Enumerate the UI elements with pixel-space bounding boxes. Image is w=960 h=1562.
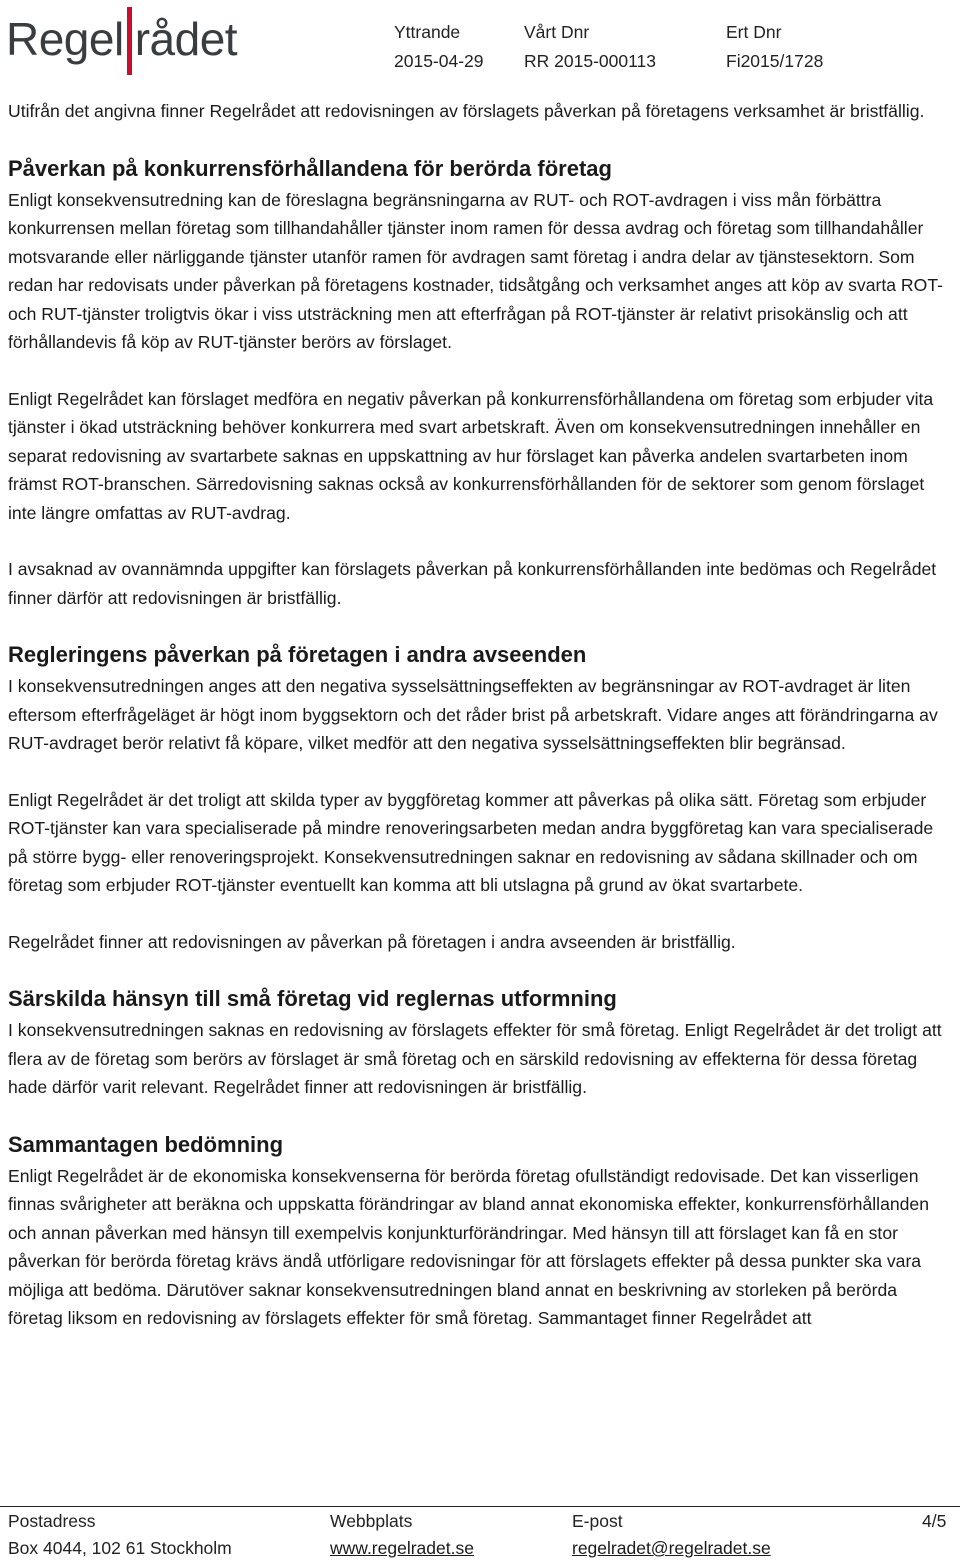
paragraph: Enligt Regelrådet kan förslaget medföra en negativ påverkan på konkurrensförhållandena om företag som erbjuder vita tjänster i ökad utsträckning behöver konkurrera med svart arbetskraft. Även om konsekvensutredningen innehåller en separat redovisning av svartarbete saknas en uppskattning av hur förslaget kan påverka andelen svartarbeten inom främst ROT-branschen. Särredovisning saknas också av konkurrensförhållanden för de sektorer som genom förslaget inte längre omfattas av RUT-avdrag.	[8, 388, 934, 523]
footer-value: Box 4044, 102 61 Stockholm	[8, 1538, 232, 1558]
logo-text-right: rådet	[134, 13, 238, 65]
meta-yttrande	[394, 18, 484, 76]
logo-divider-bar	[127, 7, 132, 75]
footer-postal	[8, 1508, 232, 1562]
paragraph: I konsekvensutredningen anges att den negativa sysselsättningseffekten av begränsningar av ROT-avdraget är liten eftersom efterfrågeläget är högt inom byggsektorn och det råder brist på arbetskraft. Vidare anges att förändringarna av RUT-avdraget berör relativt få köpare, vilket medför att den negativa sysselsättningseffekten blir begränsad.	[8, 676, 938, 753]
paragraph: Regelrådet finner att redovisningen av påverkan på företagen i andra avseenden är bristfällig.	[8, 931, 736, 952]
footer-email	[572, 1508, 771, 1562]
section-heading-andra-avseenden: Regleringens påverkan på företagen i andra avseenden	[8, 642, 587, 667]
website-link[interactable]: www.regelradet.se	[330, 1538, 474, 1558]
regelradet-logo	[6, 4, 237, 74]
footer-label: E-post	[572, 1511, 623, 1531]
footer-divider	[0, 1506, 960, 1507]
footer-label: Postadress	[8, 1511, 96, 1531]
section-heading-konkurrens: Påverkan på konkurrensförhållandena för berörda företag	[8, 155, 612, 181]
footer-label: Webbplats	[330, 1511, 413, 1531]
intro-paragraph: Utifrån det angivna finner Regelrådet att redovisningen av förslagets påverkan på företagens verksamhet är bristfällig.	[8, 101, 925, 121]
meta-label: Ert Dnr	[726, 22, 782, 42]
meta-value: RR 2015-000113	[524, 51, 656, 71]
meta-value: 2015-04-29	[394, 51, 484, 71]
paragraph: I avsaknad av ovannämnda uppgifter kan förslagets påverkan på konkurrensförhållanden inte bedömas och Regelrådet finner därför att redovisningen är bristfällig.	[8, 559, 937, 608]
meta-vart-dnr	[524, 18, 656, 76]
paragraph: I konsekvensutredningen saknas en redovisning av förslagets effekter för små företag. Enligt Regelrådet är det troligt att flera av de företag som berörs av förslaget är små företag och en särskild redovisning av effekterna för dessa företag hade därför varit relevant. Regelrådet finner att redovisningen är bristfällig.	[8, 1020, 942, 1097]
page-number	[922, 1508, 946, 1535]
meta-label: Yttrande	[394, 22, 461, 42]
paragraph: Enligt Regelrådet är de ekonomiska konsekvenserna för berörda företag ofullständigt redovisade. Det kan visserligen finnas svårigheter att beräkna och uppskatta förändringar av bland annat ekonomiska effekter, konkurrensförhållanden och annan påverkan med hänsyn till exempelvis konjunkturförändringar. Med hänsyn till att förslaget kan få en stor påverkan för berörda företag krävs ändå utförligare redovisningar för att förslagets effekter på dessa punkter ska vara möjliga att bedöma. Därutöver saknar konsekvensutredningen bland annat en beskrivning av storleken på berörda företag liksom en redovisning av förslagets effekter för små företag. Sammantaget finner Regelrådet att	[8, 1165, 929, 1328]
footer-web	[330, 1508, 474, 1562]
section-heading-sma-foretag: Särskilda hänsyn till små företag vid reglernas utformning	[8, 986, 617, 1011]
meta-label: Vårt Dnr	[524, 22, 590, 42]
meta-value: Fi2015/1728	[726, 51, 824, 71]
section-heading-sammantagen: Sammantagen bedömning	[8, 1131, 284, 1157]
paragraph: Enligt konsekvensutredning kan de föreslagna begränsningarna av RUT- och ROT-avdragen i viss mån förbättra konkurrensen mellan företag som tillhandahåller tjänster inom ramen för dessa avdrag och företag som tillhandahåller motsvarande eller närliggande tjänster utanför ramen för avdragen samt företag i andra delar av tjänstesektorn. Som redan har redovisats under påverkan på företagens kostnader, tidsåtgång och verksamhet anges att köp av svarta ROT- och RUT-tjänster troligtvis ökar i viss utsträckning men att efterfrågan på ROT-tjänster är relativt prisokänslig och att förhållandevis få köp av RUT-tjänster berörs av förslaget.	[8, 189, 943, 352]
meta-ert-dnr	[726, 18, 823, 76]
document-body	[8, 97, 950, 1333]
email-link[interactable]: regelradet@regelradet.se	[572, 1538, 771, 1558]
logo-text-left: Regel	[6, 13, 124, 65]
page-number-text: 4/5	[922, 1511, 947, 1531]
paragraph: Enligt Regelrådet är det troligt att skilda typer av byggföretag kommer att påverkas på olika sätt. Företag som erbjuder ROT-tjänster kan vara specialiserade på mindre renoveringsarbeten medan andra byggföretag kan vara specialiserade på större bygg- eller renoveringsprojekt. Konsekvensutredningen saknar en redovisning av sådana skillnader och om företag som erbjuder ROT-tjänster eventuellt kan komma att bli utslagna på grund av ökat svartarbete.	[8, 789, 934, 895]
